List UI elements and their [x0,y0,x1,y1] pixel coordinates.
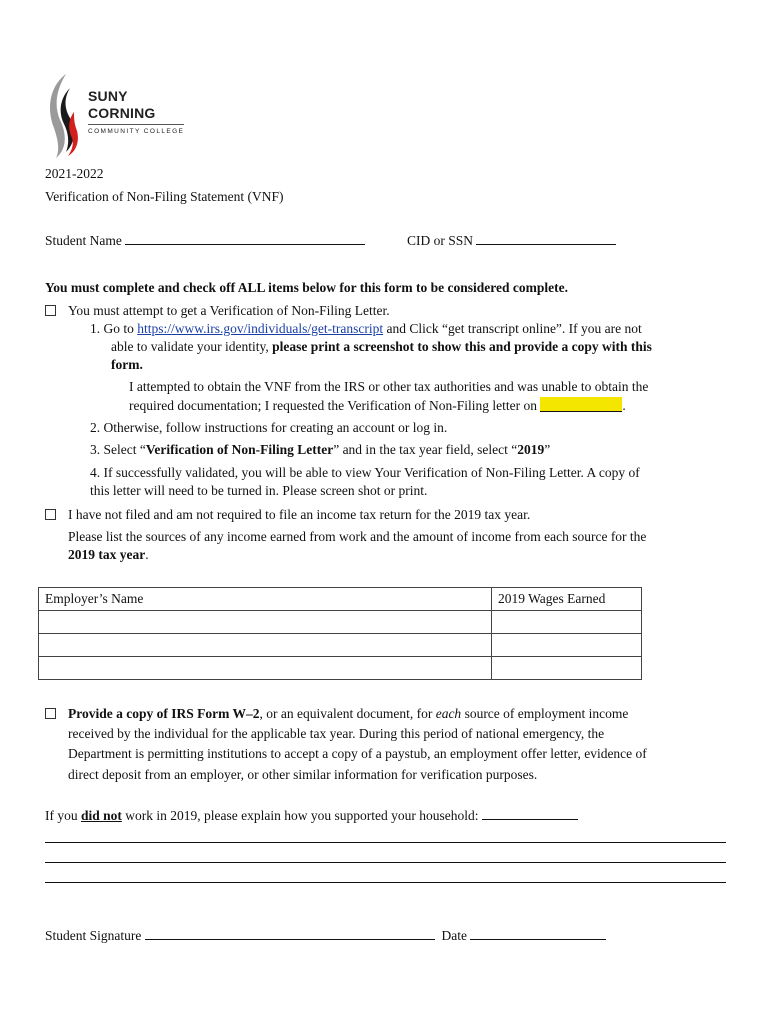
household-answer-line[interactable] [45,862,726,863]
step1-line1 [90,321,642,337]
item2-line2-bold: 2019 tax year [68,547,146,562]
household-answer-line[interactable] [45,882,726,883]
signature-field[interactable] [145,939,435,940]
table-row [39,657,642,680]
household-answer-line[interactable] [45,842,726,843]
cid-row [407,233,616,249]
step3-prefix: 3. Select “ [90,442,146,457]
step3 [90,442,550,458]
student-name-row [45,233,365,249]
wages-earned-header: 2019 Wages Earned [492,588,642,611]
item3-italic: each [435,706,462,721]
cid-field[interactable] [476,244,616,245]
form-year: 2021-2022 [45,166,104,181]
step3-mid: ” and in the tax year field, select “ [333,442,518,457]
table-header-row [39,588,642,611]
employer-name-cell[interactable] [39,634,492,657]
item2-checkbox[interactable] [45,509,56,520]
attempt-line1: I attempted to obtain the VNF from the IRS or other tax authorities and was unable to obtain the [129,379,649,394]
request-date-field[interactable] [540,397,622,412]
step4-line1: 4. If successfully validated, you will be able to view Your Verification of Non-Filing Letter. A copy of [90,465,640,480]
item3-line2: received by the individual for the applicable tax year. During this period of national emergency, the [68,726,605,741]
signature-label: Student Signature [45,928,142,943]
item2-label: I have not filed and am not required to file an income tax return for the 2019 tax year. [68,507,531,522]
item1-row [45,303,390,319]
wages-table [38,587,642,680]
step1-line2 [111,339,652,355]
step4-line2: this letter will need to be turned in. Please screen shot or print. [90,483,428,498]
item2-line2 [68,547,149,563]
instruction-text: You must complete and check off ALL items below for this form to be considered complete. [45,280,568,295]
step3-year: 2019 [517,442,545,457]
step1-prefix: 1. Go to [90,321,134,336]
date-label: Date [441,928,467,943]
wages-cell[interactable] [492,611,642,634]
student-name-field[interactable] [125,244,365,245]
item3-row [45,706,628,722]
date-field[interactable] [470,939,606,940]
household-answer-field[interactable] [482,819,578,820]
logo-name-line1: SUNY [88,88,128,104]
attempt-line2: required documentation; I requested the Verification of Non-Filing letter on . [129,398,626,413]
item1-checkbox[interactable] [45,305,56,316]
item3-line4: direct deposit from an employer, or other similar information for verification purposes. [68,767,538,782]
step3-bold: Verification of Non-Filing Letter [145,442,334,457]
item2-line1: Please list the sources of any income earned from work and the amount of income from each source for the [68,529,647,544]
household-question [45,808,578,824]
household-end: work in 2019, please explain how you supported your household: [121,808,479,823]
employer-name-cell[interactable] [39,611,492,634]
item3-line3: Department is permitting institutions to accept a copy of a paystub, an employment offer letter, evidence of [68,746,647,761]
step1-line2-bold: please print a screenshot to show this and provide a copy with this [272,339,652,354]
step1-mid: and Click “get transcript online”. If you are not [386,321,642,336]
table-row [39,611,642,634]
college-logo [44,72,194,160]
item3-end: source of employment income [461,706,629,721]
item1-label: You must attempt to get a Verification of Non-Filing Letter. [68,303,390,318]
item2-row [45,507,530,523]
item2-line2-end: . [145,547,149,562]
table-row [39,634,642,657]
cid-label: CID or SSN [407,233,474,248]
step1-line2-plain: able to validate your identity, [111,339,269,354]
signature-row [45,928,606,944]
flame-logo-icon [44,72,84,160]
item3-mid: , or an equivalent document, for [259,706,436,721]
step3-end: ” [544,442,551,457]
irs-transcript-link[interactable]: https://www.irs.gov/individuals/get-transcript [137,321,384,336]
attempt-line2-text: required documentation; I requested the Verification of Non-Filing letter on [129,398,538,413]
student-name-label: Student Name [45,233,122,248]
employer-name-header: Employer’s Name [39,588,492,611]
logo-name-line2: CORNING [88,105,156,121]
household-prefix: If you [45,808,81,823]
wages-cell[interactable] [492,657,642,680]
step2: 2. Otherwise, follow instructions for creating an account or log in. [90,420,448,435]
item3-bold: Provide a copy of IRS Form W–2 [68,706,260,721]
form-title: Verification of Non-Filing Statement (VNF) [45,189,284,204]
item3-checkbox[interactable] [45,708,56,719]
step1-line3: form. [111,357,143,372]
logo-divider [88,124,184,125]
household-emph: did not [81,808,122,823]
logo-subtitle: COMMUNITY COLLEGE [88,128,185,135]
wages-cell[interactable] [492,634,642,657]
employer-name-cell[interactable] [39,657,492,680]
